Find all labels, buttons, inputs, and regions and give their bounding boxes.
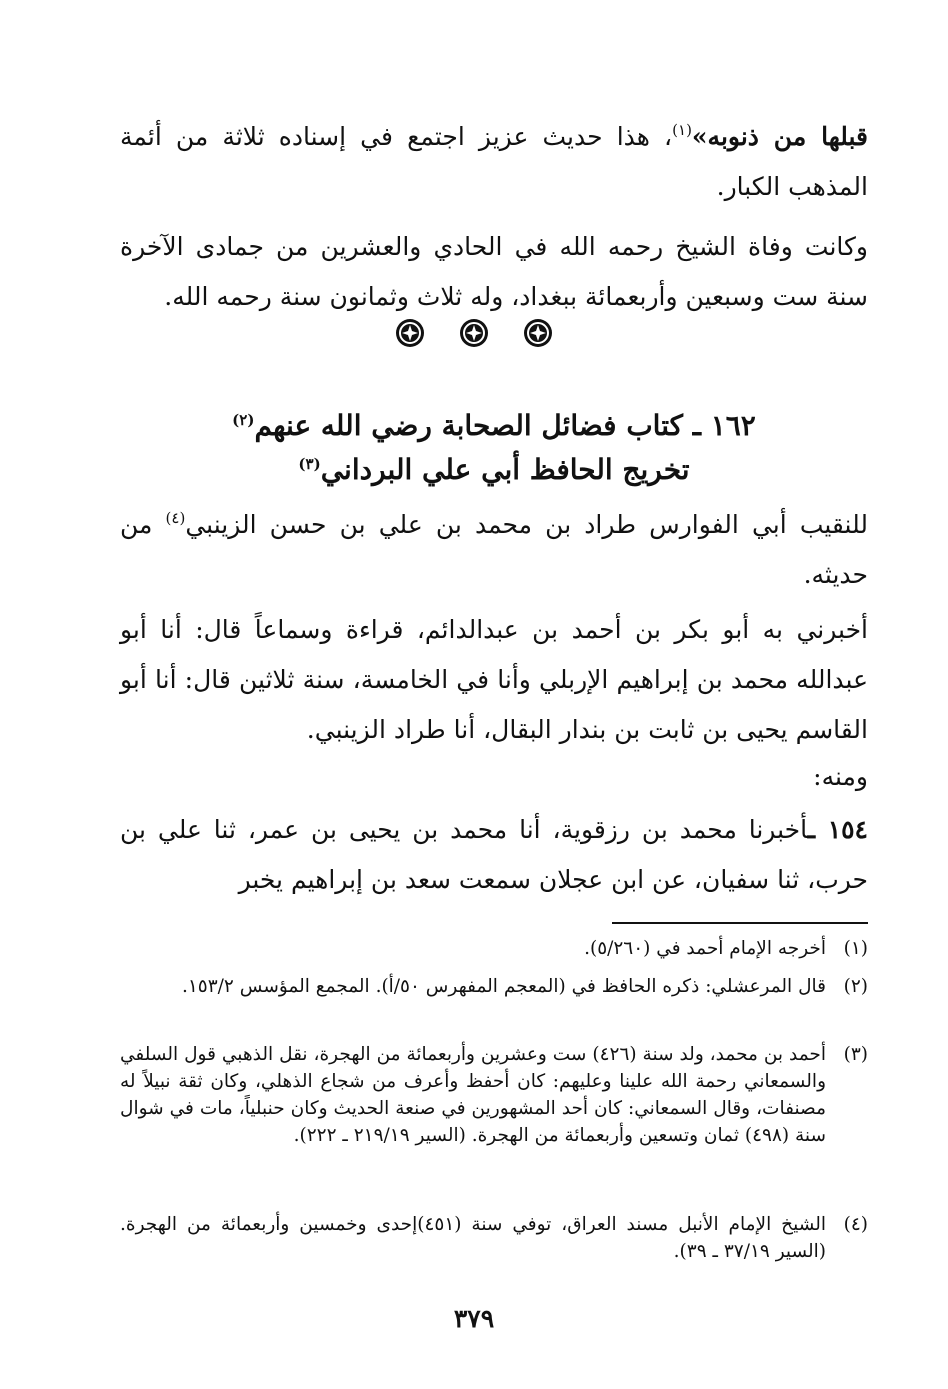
attribution-paragraph: للنقيب أبي الفوارس طراد بن محمد بن علي بن حسن الزينبي$^{(٤)}$ من حديثه. [120, 509, 868, 589]
footnote-number: (٣) [843, 1044, 868, 1065]
hadith-text: أخبرنا محمد بن رزقوية، أنا محمد بن يحيى بن عمر، ثنا علي بن حرب، ثنا سفيان، عن ابن عجلان سمعت سعد بن إبراهيم يخبر [120, 815, 868, 894]
footnote-ref-2: (٢) [232, 411, 255, 429]
footnote [120, 935, 868, 962]
death-paragraph: وكانت وفاة الشيخ رحمه الله في الحادي والعشرين من جمادى الآخرة سنة ست وسبعين وأربعمائة ببغداد، وله ثلاث وثمانون سنة رحمه الله. [120, 232, 868, 311]
footnote-number: (١) [843, 938, 868, 959]
section-subtitle: تخريج الحافظ أبي علي البرداني$^{(٣)}$ [298, 453, 690, 486]
footnote [120, 1211, 868, 1265]
footnote-text: الشيخ الإمام الأنبل مسند العراق، توفي سنة (٤٥١)إحدى وخمسين وأربعمائة من الهجرة. (السير ٣٧/١٩ ـ ٣٩). [120, 1214, 826, 1262]
footnote-ref-1: (١) [672, 121, 692, 139]
star-ornament-icon [459, 318, 489, 348]
paragraph-text: ، هذا حديث عزيز اجتمع في إسناده ثلاثة من أئمة المذهب الكبار. [120, 122, 868, 201]
footnote [120, 1041, 868, 1149]
footnote-ref-4: (٤) [165, 509, 186, 527]
footnote-text: قال المرعشلي: ذكره الحافظ في (المعجم المفهرس ٥٠/أ). المجمع المؤسس ١٥٣/٢. [181, 976, 826, 997]
section-divider [0, 318, 948, 348]
section-title: ١٦٢ ـ كتاب فضائل الصحابة رضي الله عنهم$^{(٢)}$ [232, 409, 756, 442]
star-ornament-icon [395, 318, 425, 348]
page-number: ٣٧٩ [453, 1304, 495, 1333]
quote-ending: قبلها من ذنوبه» [691, 122, 868, 151]
isnad-paragraph: أخبرني به أبو بكر بن أحمد بن عبدالدائم، قراءة وسماعاً قال: أنا أبو عبدالله محمد بن إبراهيم الإربلي وأنا في الخامسة، سنة ثلاثين قال: أنا أبو القاسم يحيى بن ثابت بن بندار البقال، أنا طراد الزينبي. [120, 615, 868, 744]
footnote-text: أحمد بن محمد، ولد سنة (٤٢٦) ست وعشرين وأربعمائة من الهجرة، نقل الذهبي قول السلفي والسمعاني رحمة الله علينا وعليهم: كان أحفظ وأعرف من شجاع الذهلي، وكان ثقة نبيلاً له مصنفات، وقال السمعاني: كان أحد المشهورين في صنعة الحديث وكان حنبلياً، مات في شوال سنة (٤٩٨) ثمان وتسعين وأربعمائة من الهجرة. (السير ٢١٩/١٩ ـ ٢٢٢). [120, 1044, 826, 1146]
minhu-label: ومنه: [813, 762, 868, 791]
footnote-number: (٤) [843, 1214, 868, 1235]
footnote-ref-3: (٣) [298, 455, 321, 473]
paragraph-continuation [120, 112, 868, 212]
footnote-number: (٢) [843, 976, 868, 997]
star-ornament-icon [523, 318, 553, 348]
hadith-number: ١٥٤ ـ [807, 815, 868, 844]
footnote-separator [612, 922, 868, 924]
footnote [120, 973, 868, 1000]
footnote-text: أخرجه الإمام أحمد في (٥/٢٦٠). [584, 938, 826, 959]
hadith-paragraph [120, 805, 868, 905]
